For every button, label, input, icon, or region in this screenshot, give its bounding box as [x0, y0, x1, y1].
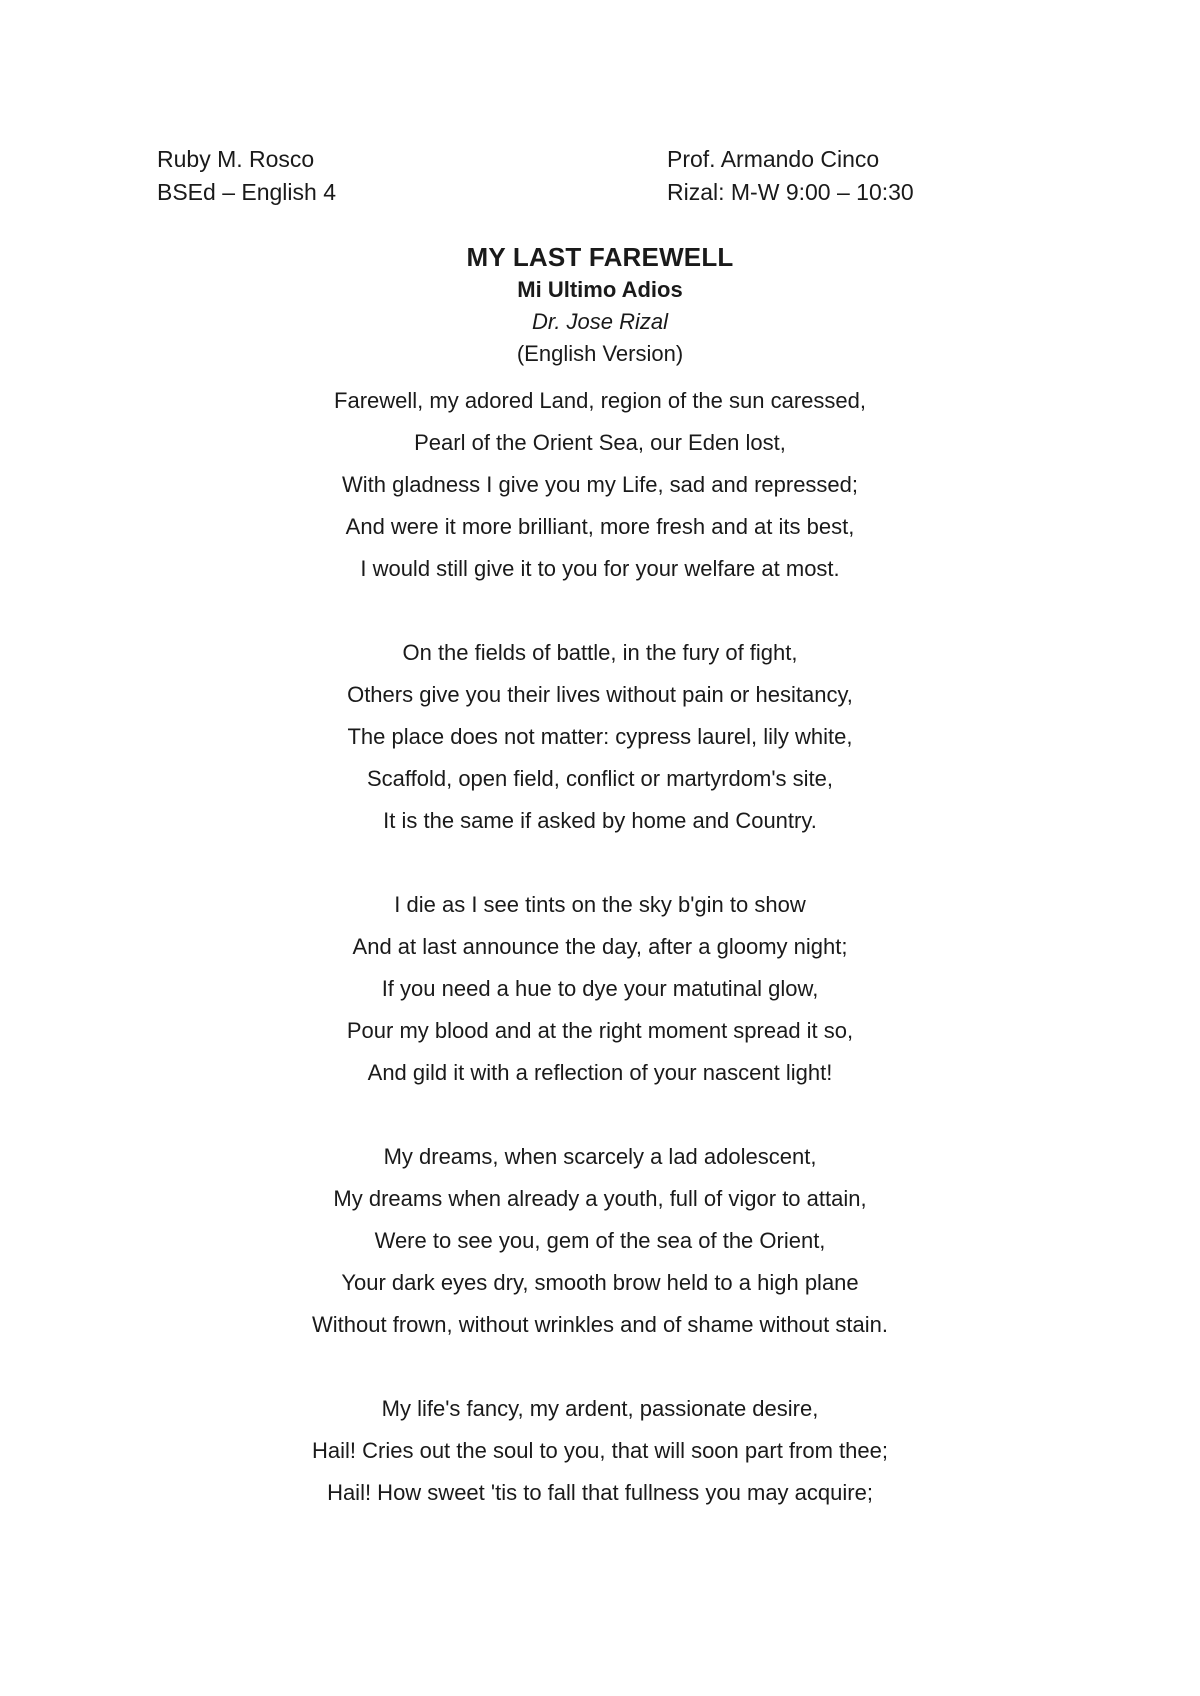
poem-body [0, 380, 1200, 1556]
verse-line: Others give you their lives without pain or hesitancy, [347, 682, 853, 707]
student-course: BSEd – English 4 [157, 179, 337, 205]
poem-subtitle: Mi Ultimo Adios [517, 277, 683, 302]
verse-line: And at last announce the day, after a gloomy night; [352, 934, 848, 959]
verse-line: It is the same if asked by home and Country. [383, 808, 817, 833]
stanza [0, 1136, 1200, 1346]
poem-version: (English Version) [516, 341, 684, 366]
stanza [0, 884, 1200, 1094]
verse-line: Farewell, my adored Land, region of the sun caressed, [334, 388, 866, 413]
student-info [157, 143, 336, 209]
verse-line: Pearl of the Orient Sea, our Eden lost, [414, 430, 786, 455]
class-info [667, 143, 914, 209]
verse-line: Were to see you, gem of the sea of the Orient, [374, 1228, 826, 1253]
verse-line: My dreams when already a youth, full of vigor to attain, [333, 1186, 867, 1211]
verse-line: With gladness I give you my Life, sad and repressed; [341, 472, 859, 497]
stanza [0, 632, 1200, 842]
class-schedule: Rizal: M-W 9:00 – 10:30 [667, 179, 914, 205]
poem-author: Dr. Jose Rizal [531, 309, 669, 334]
verse-line: Pour my blood and at the right moment spread it so, [346, 1018, 854, 1043]
verse-line: Scaffold, open field, conflict or martyrdom's site, [367, 766, 833, 791]
professor-name: Prof. Armando Cinco [667, 146, 880, 172]
verse-line: Hail! Cries out the soul to you, that will soon part from thee; [312, 1438, 888, 1463]
verse-line: I die as I see tints on the sky b'gin to show [394, 892, 806, 917]
verse-line: If you need a hue to dye your matutinal glow, [381, 976, 819, 1001]
verse-line: Without frown, without wrinkles and of shame without stain. [312, 1312, 888, 1337]
verse-line: My dreams, when scarcely a lad adolescent, [383, 1144, 817, 1169]
verse-line: The place does not matter: cypress laurel, lily white, [347, 724, 853, 749]
student-name: Ruby M. Rosco [157, 146, 315, 172]
verse-line: Your dark eyes dry, smooth brow held to a high plane [341, 1270, 859, 1295]
verse-line: And gild it with a reflection of your nascent light! [367, 1060, 833, 1085]
title-block [0, 240, 1200, 370]
stanza [0, 380, 1200, 590]
verse-line: Hail! How sweet 'tis to fall that fullness you may acquire; [327, 1480, 873, 1505]
verse-line: On the fields of battle, in the fury of fight, [402, 640, 798, 665]
verse-line: I would still give it to you for your welfare at most. [360, 556, 840, 581]
poem-title: MY LAST FAREWELL [466, 242, 734, 272]
verse-line: My life's fancy, my ardent, passionate desire, [381, 1396, 819, 1421]
stanza [0, 1388, 1200, 1514]
verse-line: And were it more brilliant, more fresh and at its best, [345, 514, 855, 539]
